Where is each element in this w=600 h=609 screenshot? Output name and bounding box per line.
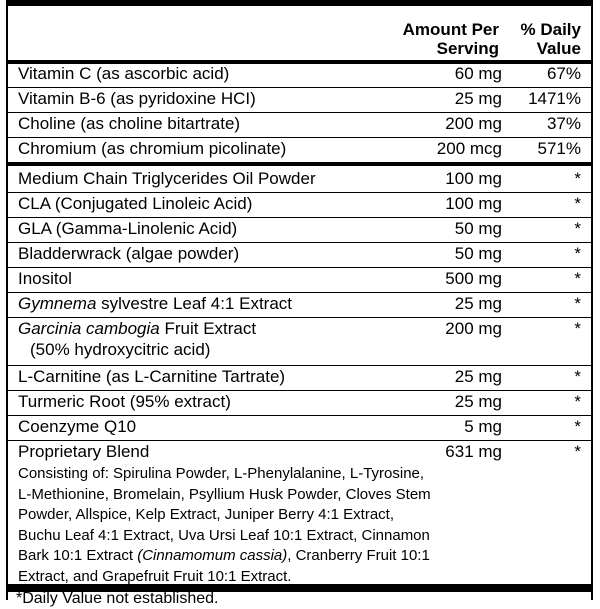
row-divider: [8, 267, 591, 268]
ingredient-name: Coenzyme Q10: [18, 417, 137, 436]
ingredient-amount: 500 mg: [445, 269, 502, 288]
nutrient-dv: 67%: [546, 64, 581, 83]
ingredient-amount: 25 mg: [454, 367, 502, 386]
section-rule: [8, 162, 591, 166]
ingredient-dv: *: [574, 367, 581, 386]
ingredient-amount: 100 mg: [445, 194, 502, 213]
ingredient-dv: *: [574, 319, 581, 338]
blend-line5-start: Bark 10:1 Extract: [18, 547, 138, 564]
amount-per-serving-header: [403, 20, 499, 58]
blend-line5-end: , Cranberry Fruit 10:1: [287, 547, 430, 564]
nutrient-amount: 200 mcg: [436, 139, 502, 158]
nutrient-name: Chromium (as chromium picolinate): [18, 139, 287, 158]
nutrient-name: Vitamin B-6 (as pyridoxine HCI): [18, 89, 256, 108]
daily-value-header: [521, 20, 581, 58]
blend-line: Powder, Allspice, Kelp Extract, Juniper Berry 4:1 Extract,: [18, 506, 394, 523]
ingredient-name-rest: sylvestre Leaf 4:1 Extract: [96, 294, 293, 313]
ingredient-subtext: (50% hydroxycitric acid): [30, 340, 211, 359]
nutrient-amount: 60 mg: [454, 64, 502, 83]
nutrient-name: Vitamin C (as ascorbic acid): [18, 64, 230, 83]
dv-header-line1: % Daily: [520, 20, 581, 39]
blend-line: Consisting of: Spirulina Powder, L-Phenylalanine, L-Tyrosine,: [18, 465, 425, 482]
ingredient-dv: *: [574, 294, 581, 313]
ingredient-amount: 631 mg: [445, 442, 502, 461]
blend-line: L-Methionine, Bromelain, Psyllium Husk Powder, Cloves Stem: [18, 485, 431, 503]
ingredient-name: CLA (Conjugated Linoleic Acid): [18, 194, 253, 213]
ingredient-name: GLA (Gamma-Linolenic Acid): [18, 219, 238, 238]
ingredient-dv: *: [574, 269, 581, 288]
amount-header-line2: Serving: [436, 39, 499, 58]
ingredient-amount: 50 mg: [454, 219, 502, 238]
proprietary-blend-description: [18, 464, 448, 587]
daily-value-footnote: *Daily Value not established.: [16, 590, 219, 607]
blend-line5-italic: (Cinnamomum cassia): [137, 547, 288, 564]
blend-line: [18, 546, 448, 567]
dv-header-line2: Value: [536, 39, 581, 58]
ingredient-name: [18, 318, 256, 340]
ingredient-name: Medium Chain Triglycerides Oil Powder: [18, 169, 316, 188]
ingredient-name: [18, 293, 292, 315]
ingredient-amount: 100 mg: [445, 169, 502, 188]
thick-rule-top: [8, 0, 591, 6]
ingredient-name: L-Carnitine (as L-Carnitine Tartrate): [18, 367, 286, 386]
ingredient-name-italic: Garcinia cambogia: [18, 319, 160, 338]
ingredient-dv: *: [574, 442, 581, 461]
ingredient-amount: 50 mg: [454, 244, 502, 263]
ingredient-dv: *: [574, 244, 581, 263]
ingredient-amount: 25 mg: [454, 294, 502, 313]
ingredient-name: Bladderwrack (algae powder): [18, 244, 240, 263]
supplement-facts-panel: [6, 0, 593, 600]
nutrient-name: Choline (as choline bitartrate): [18, 114, 241, 133]
ingredient-dv: *: [574, 194, 581, 213]
ingredient-name-italic: Gymnema: [18, 294, 97, 313]
ingredient-dv: *: [574, 219, 581, 238]
ingredient-dv: *: [574, 392, 581, 411]
ingredient-name-rest: Fruit Extract: [159, 319, 257, 338]
nutrient-dv: 37%: [546, 114, 581, 133]
ingredient-name: Turmeric Root (95% extract): [18, 392, 231, 411]
ingredient-amount: 200 mg: [445, 319, 502, 338]
blend-line: Buchu Leaf 4:1 Extract, Uva Ursi Leaf 10:1 Extract, Cinnamon: [18, 526, 430, 544]
amount-header-line1: Amount Per: [402, 20, 499, 39]
ingredient-name: Inositol: [18, 269, 72, 288]
nutrient-amount: 200 mg: [445, 114, 502, 133]
nutrient-dv: 1471%: [528, 89, 581, 108]
ingredient-amount: 25 mg: [454, 392, 502, 411]
blend-line: Extract, and Grapefruit Fruit 10:1 Extract.: [18, 567, 292, 585]
ingredient-dv: *: [574, 417, 581, 436]
ingredient-dv: *: [574, 169, 581, 188]
nutrient-dv: 571%: [537, 139, 581, 158]
ingredient-amount: 5 mg: [464, 417, 502, 436]
nutrient-amount: 25 mg: [454, 89, 502, 108]
ingredient-name: Proprietary Blend: [18, 442, 150, 461]
